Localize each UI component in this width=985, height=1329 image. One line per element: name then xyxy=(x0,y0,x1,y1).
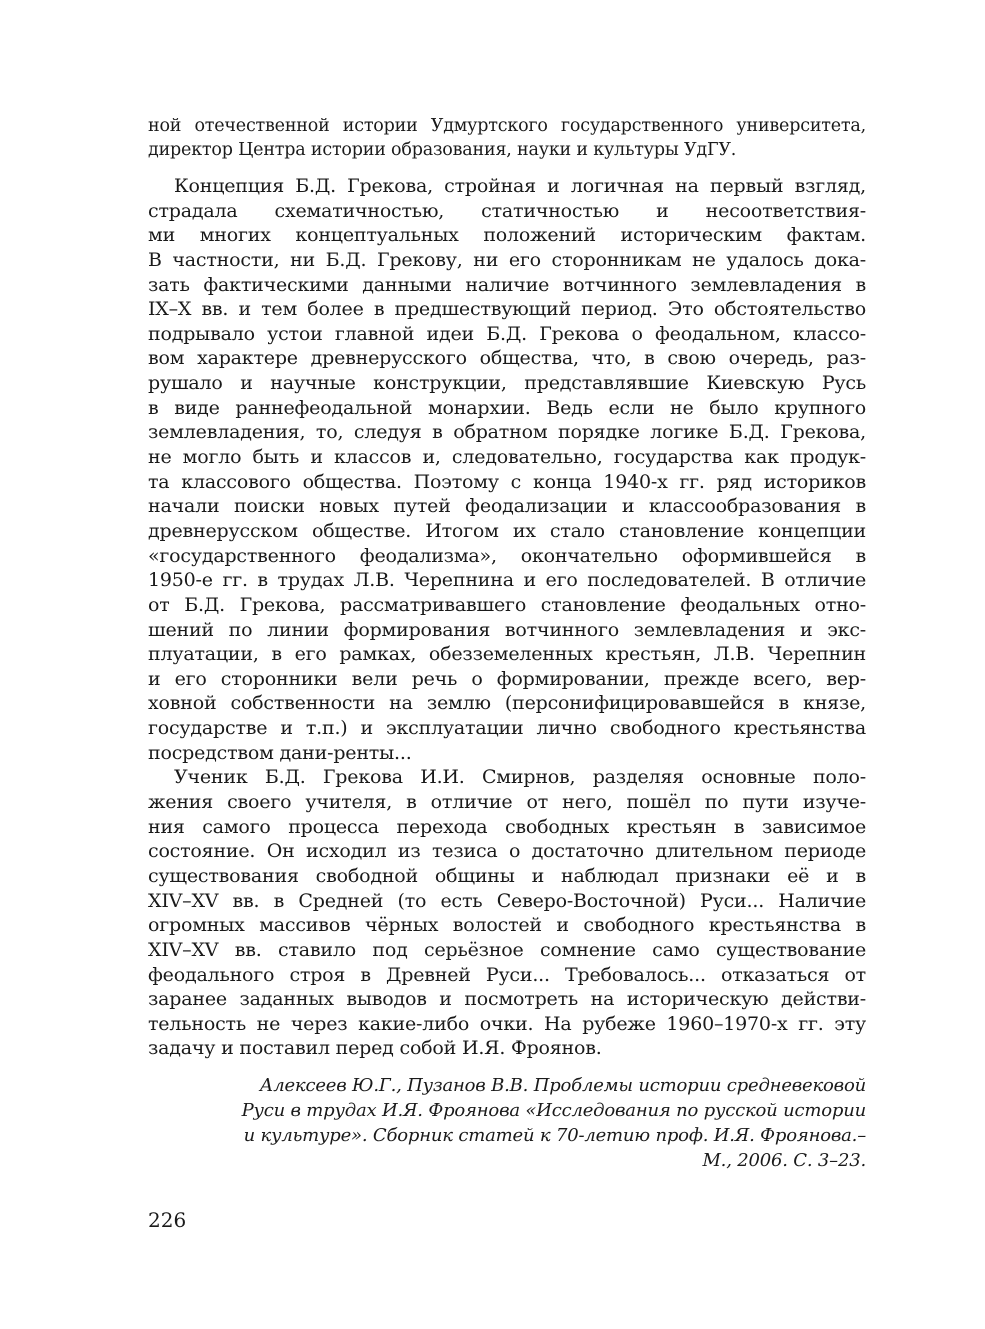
text-line: ния самого процесса перехода свободных крестьян в зависимое xyxy=(148,815,866,838)
text-line: феодального строя в Древней Руси... Требовалось... отказаться от xyxy=(148,963,866,986)
text-line: и его сторонники вели речь о формировании, прежде всего, вер- xyxy=(148,667,866,690)
text-line: в виде раннефеодальной монархии. Ведь если не было крупного xyxy=(148,396,866,419)
text-line: шений по линии формирования вотчинного землевладения и экс- xyxy=(148,618,866,641)
text-line: рушало и научные конструкции, представлявшие Киевскую Русь xyxy=(148,372,866,395)
text-line: «государственного феодализма», окончательно оформившейся в xyxy=(148,544,866,567)
citation-line: Руси в трудах И.Я. Фроянова «Исследования по русской истории xyxy=(241,1100,866,1121)
text-line: состояние. Он исходил из тезиса о достаточно длительном периоде xyxy=(148,840,866,863)
text-line: XIV–XV вв. в Средней (то есть Северо-Восточной) Руси... Наличие xyxy=(148,889,866,912)
text-line: землевладения, то, следуя в обратном порядке логике Б.Д. Грекова, xyxy=(148,421,866,444)
text-line: XIV–XV вв. ставило под серьёзное сомнение само существование xyxy=(148,938,866,961)
text-line: посредством дани-ренты... xyxy=(148,741,412,764)
text-line: Концепция Б.Д. Грекова, стройная и логичная на первый взгляд, xyxy=(174,175,866,197)
text-line: вом характере древнерусского общества, что, в свою очередь, раз- xyxy=(148,347,866,370)
text-line: задачу и поставил перед собой И.Я. Фроянов. xyxy=(148,1037,602,1060)
page-number: 226 xyxy=(148,1208,187,1232)
text-line: существования свободной общины и наблюдал признаки её и в xyxy=(148,864,866,887)
text-line: жения своего учителя, в отличие от него, пошёл по пути изуче- xyxy=(148,791,866,814)
text-line: 1950-е гг. в трудах Л.В. Черепнина и его последователей. В отличие xyxy=(148,569,866,592)
text-line: тельность не через какие-либо очки. На рубеже 1960–1970-х гг. эту xyxy=(148,1012,866,1035)
text-line: та классового общества. Поэтому с конца 1940-х гг. ряд историков xyxy=(148,470,866,493)
text-line: директор Центра истории образования, науки и культуры УдГУ. xyxy=(148,140,737,160)
text-line: страдала схематичностью, статичностью и несоответствия- xyxy=(148,199,866,222)
citation xyxy=(148,1073,866,1173)
text-line: В частности, ни Б.Д. Грекову, ни его сторонникам не удалось дока- xyxy=(148,248,866,271)
text-line: плуатации, в его рамках, обезземеленных крестьян, Л.В. Черепнин xyxy=(148,643,866,666)
citation-line: и культуре». Сборник статей к 70-летию проф. И.Я. Фроянова.– xyxy=(243,1125,866,1146)
text-line: не могло быть и классов и, следовательно, государства как продук- xyxy=(148,446,866,469)
text-line: Ученик Б.Д. Грекова И.И. Смирнов, разделяя основные поло- xyxy=(174,766,866,789)
text-line: огромных массивов чёрных волостей и свободного крестьянства в xyxy=(148,914,866,937)
text-line: от Б.Д. Грекова, рассматривавшего становление феодальных отно- xyxy=(148,593,866,616)
text-line: подрывало устои главной идеи Б.Д. Грекова о феодальном, классо- xyxy=(148,322,866,345)
text-line: заранее заданных выводов и посмотреть на историческую действи- xyxy=(148,988,866,1011)
paragraph xyxy=(148,765,866,1061)
text-line: начали поиски новых путей феодализации и классообразования в xyxy=(148,495,866,518)
citation-line: М., 2006. С. 3–23. xyxy=(702,1150,866,1171)
text-line: зать фактическими данными наличие вотчинного землевладения в xyxy=(148,273,866,296)
text-line: древнерусском обществе. Итогом их стало становление концепции xyxy=(148,519,866,542)
main-text xyxy=(148,174,866,1061)
author-note xyxy=(148,114,866,162)
text-line: IX–X вв. и тем более в предшествующий период. Это обстоятельство xyxy=(148,298,866,321)
text-line: ной отечественной истории Удмуртского государственного университета, xyxy=(148,116,866,136)
text-line: государстве и т.п.) и эксплуатации лично свободного крестьянства xyxy=(148,717,866,740)
citation-line: Алексеев Ю.Г., Пузанов В.В. Проблемы истории средневековой xyxy=(259,1075,866,1096)
text-line: ми многих концептуальных положений историческим фактам. xyxy=(148,224,866,247)
text-line: ховной собственности на землю (персонифицировавшейся в князе, xyxy=(148,692,866,715)
paragraph xyxy=(148,174,866,765)
